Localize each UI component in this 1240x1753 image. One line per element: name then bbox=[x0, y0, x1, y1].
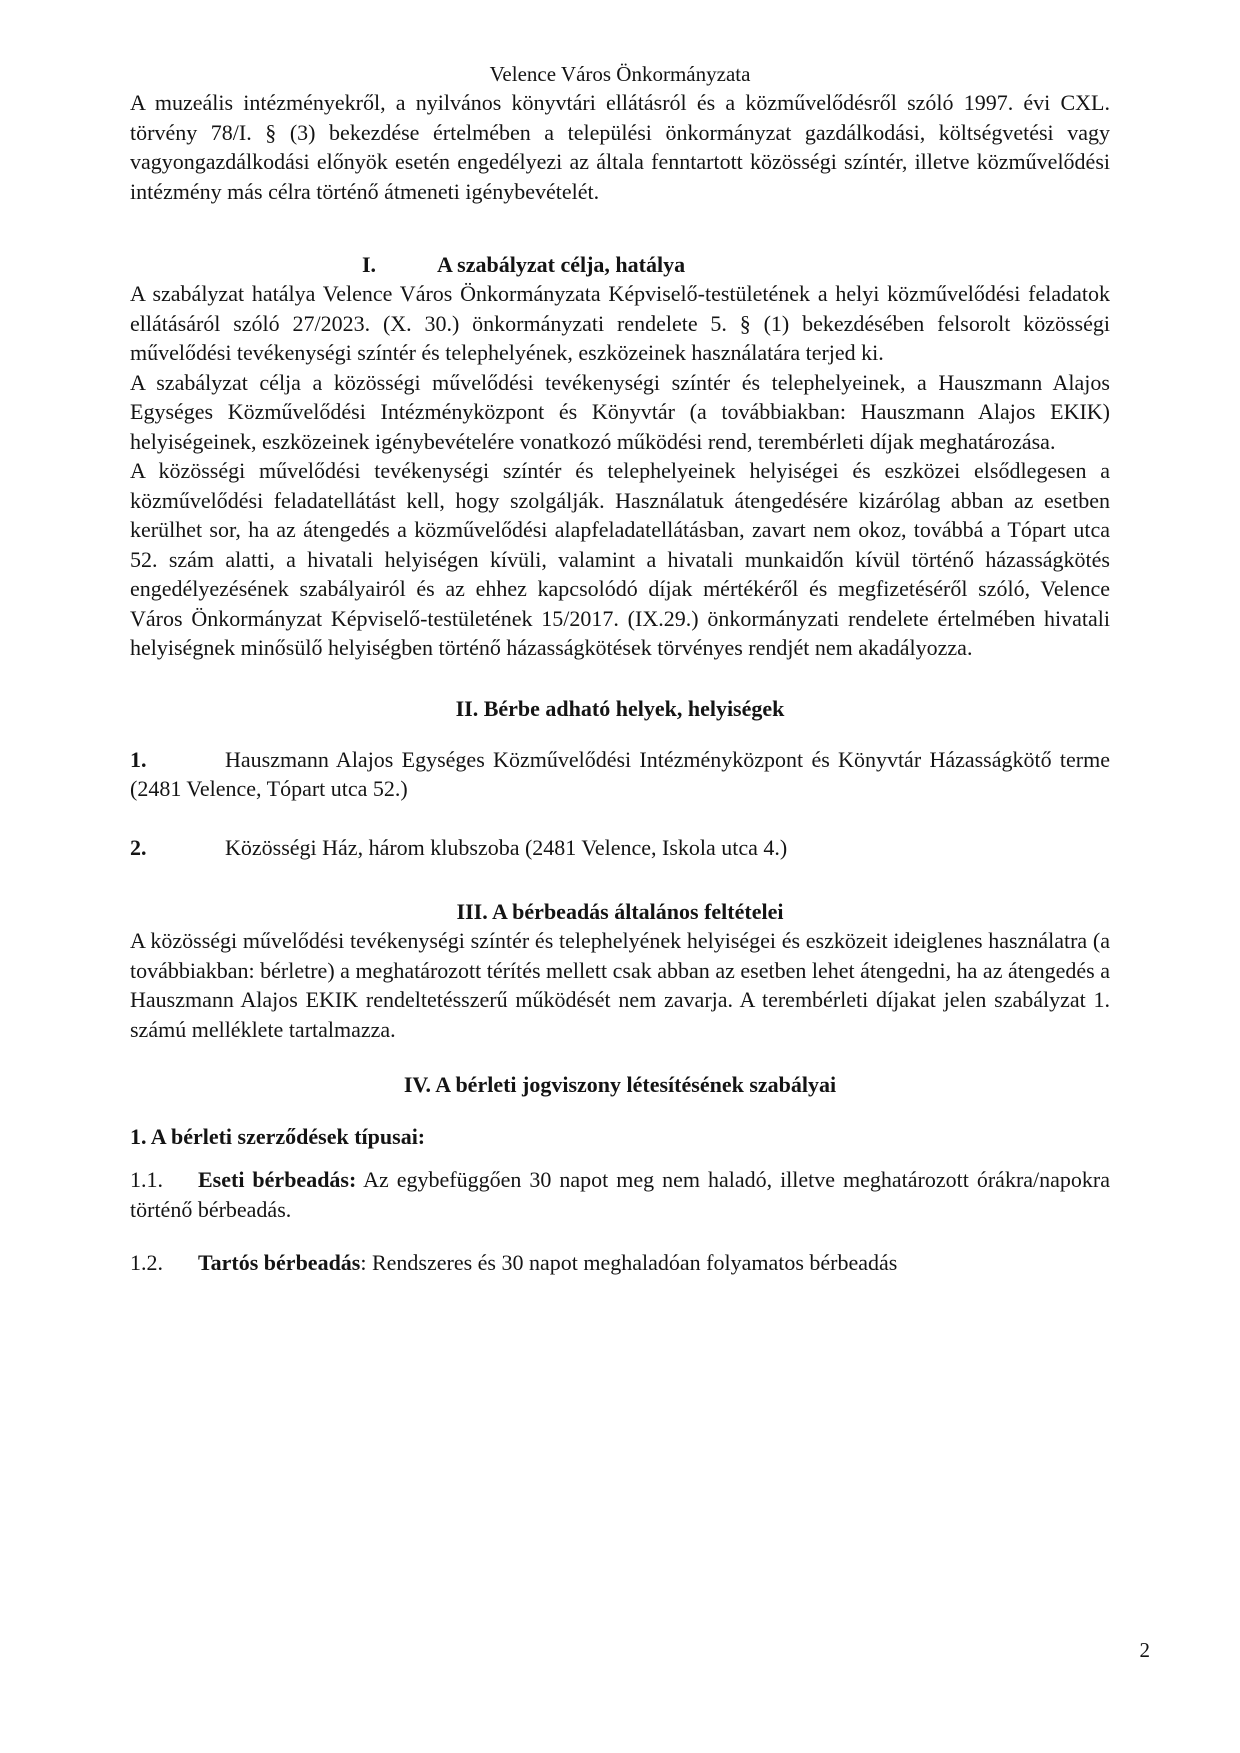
rentable-place-item bbox=[130, 745, 1110, 804]
document-header-title: Velence Város Önkormányzata bbox=[489, 62, 751, 86]
item-number: 1.1. bbox=[130, 1167, 163, 1192]
section-3-heading: III. A bérbeadás általános feltételei bbox=[456, 899, 784, 924]
contract-type-item bbox=[130, 1248, 1110, 1278]
page-number: 2 bbox=[1139, 1638, 1150, 1662]
rentable-place-item bbox=[130, 833, 1110, 863]
item-number: 1. bbox=[130, 746, 147, 772]
item-number: 2. bbox=[130, 834, 147, 860]
section-4-heading: IV. A bérleti jogviszony létesítésének szabályai bbox=[403, 1072, 837, 1097]
item-text: Közösségi Ház, három klubszoba (2481 Velence, Iskola utca 4.) bbox=[225, 834, 788, 860]
intro-paragraph: A muzeális intézményekről, a nyilvános könyvtári ellátásról és a közművelődésről szóló 1997. évi CXL. törvény 78/I. § (3) bekezdése értelmében a települési önkormányzat gazdálkodási, költségvetési vagy vagyongazdálkodási előnyök esetén engedélyezi az általa fenntartott közösségi színtér, illetve közművelődési intézmény más célra történő átmeneti igénybevételét. bbox=[130, 90, 1110, 204]
item-text: Hauszmann Alajos Egységes Közművelődési Intézményközpont és Könyvtár Házasságkötő terme (2481 Velence, Tópart utca 52.) bbox=[130, 746, 1110, 801]
section-2-heading: II. Bérbe adható helyek, helyiségek bbox=[455, 695, 785, 721]
section-1-heading bbox=[130, 250, 1110, 279]
section-3-paragraph: A közösségi művelődési tevékenységi színtér és telephelyének helyiségei és eszközeit ideiglenes használatra (a továbbiakban: bérletre) a meghatározott térítés mellett csak abban az esetben lehet átengedni, ha az átengedés a Hauszmann Alajos EKIK rendeltetésszerű működését nem zavarja. A terembérleti díjakat jelen szabályzat 1. számú melléklete tartalmazza. bbox=[130, 928, 1110, 1042]
section-1-paragraph-scope: A szabályzat hatálya Velence Város Önkormányzata Képviselő-testületének a helyi közművelődési feladatok ellátásáról szóló 27/2023. (X. 30.) önkormányzati rendelete 5. § (1) bekezdésében felsorolt közösségi művelődési tevékenységi színtér és telephelyének, eszközeinek használatára terjed ki. bbox=[130, 281, 1110, 365]
item-number: 1.2. bbox=[130, 1250, 163, 1275]
contract-types-subheading: 1. A bérleti szerződések típusai: bbox=[130, 1124, 426, 1149]
item-term: Tartós bérbeadás bbox=[198, 1250, 361, 1275]
section-1-title: A szabályzat célja, hatálya bbox=[437, 252, 686, 277]
item-text: : Rendszeres és 30 napot meghaladóan folyamatos bérbeadás bbox=[360, 1250, 898, 1275]
item-term: Eseti bérbeadás: bbox=[198, 1167, 357, 1192]
contract-type-item bbox=[130, 1165, 1110, 1224]
section-1-paragraph-purpose: A szabályzat célja a közösségi művelődési tevékenységi színtér és telephelyeinek, a Hauszmann Alajos Egységes Közművelődési Intézményközpont és Könyvtár (a továbbiakban: Hauszmann Alajos EKIK) helyiségeinek, eszközeinek igénybevételére vonatkozó működési rend, terembérleti díjak meghatározása. bbox=[130, 369, 1110, 454]
section-1-numeral: I. bbox=[362, 252, 377, 277]
item-text: Az egybefüggően 30 napot meg nem haladó, illetve meghatározott órákra/napokra történő bérbeadás. bbox=[130, 1167, 1111, 1222]
section-1-paragraph-usage: A közösségi művelődési tevékenységi színtér és telephelyeinek helyiségei és eszközei elsődlegesen a közművelődési feladatellátást kell, hogy szolgálják. Használatuk átengedésére kizárólag abban az esetben kerülhet sor, ha az átengedés a közművelődési alapfeladatellátásban, zavart nem okoz, továbbá a Tópart utca 52. szám alatti, a hivatali helyiségen kívüli, valamint a hivatali munkaidőn kívül történő házasságkötés engedélyezésének szabályairól és az ehhez kapcsolódó díjak mértékéről és megfizetéséről szóló, Velence Város Önkormányzat Képviselő-testületének 15/2017. (IX.29.) önkormányzati rendelete értelmében hivatali helyiségnek minősülő helyiségben történő házasságkötések törvényes rendjét nem akadályozza. bbox=[130, 458, 1110, 660]
